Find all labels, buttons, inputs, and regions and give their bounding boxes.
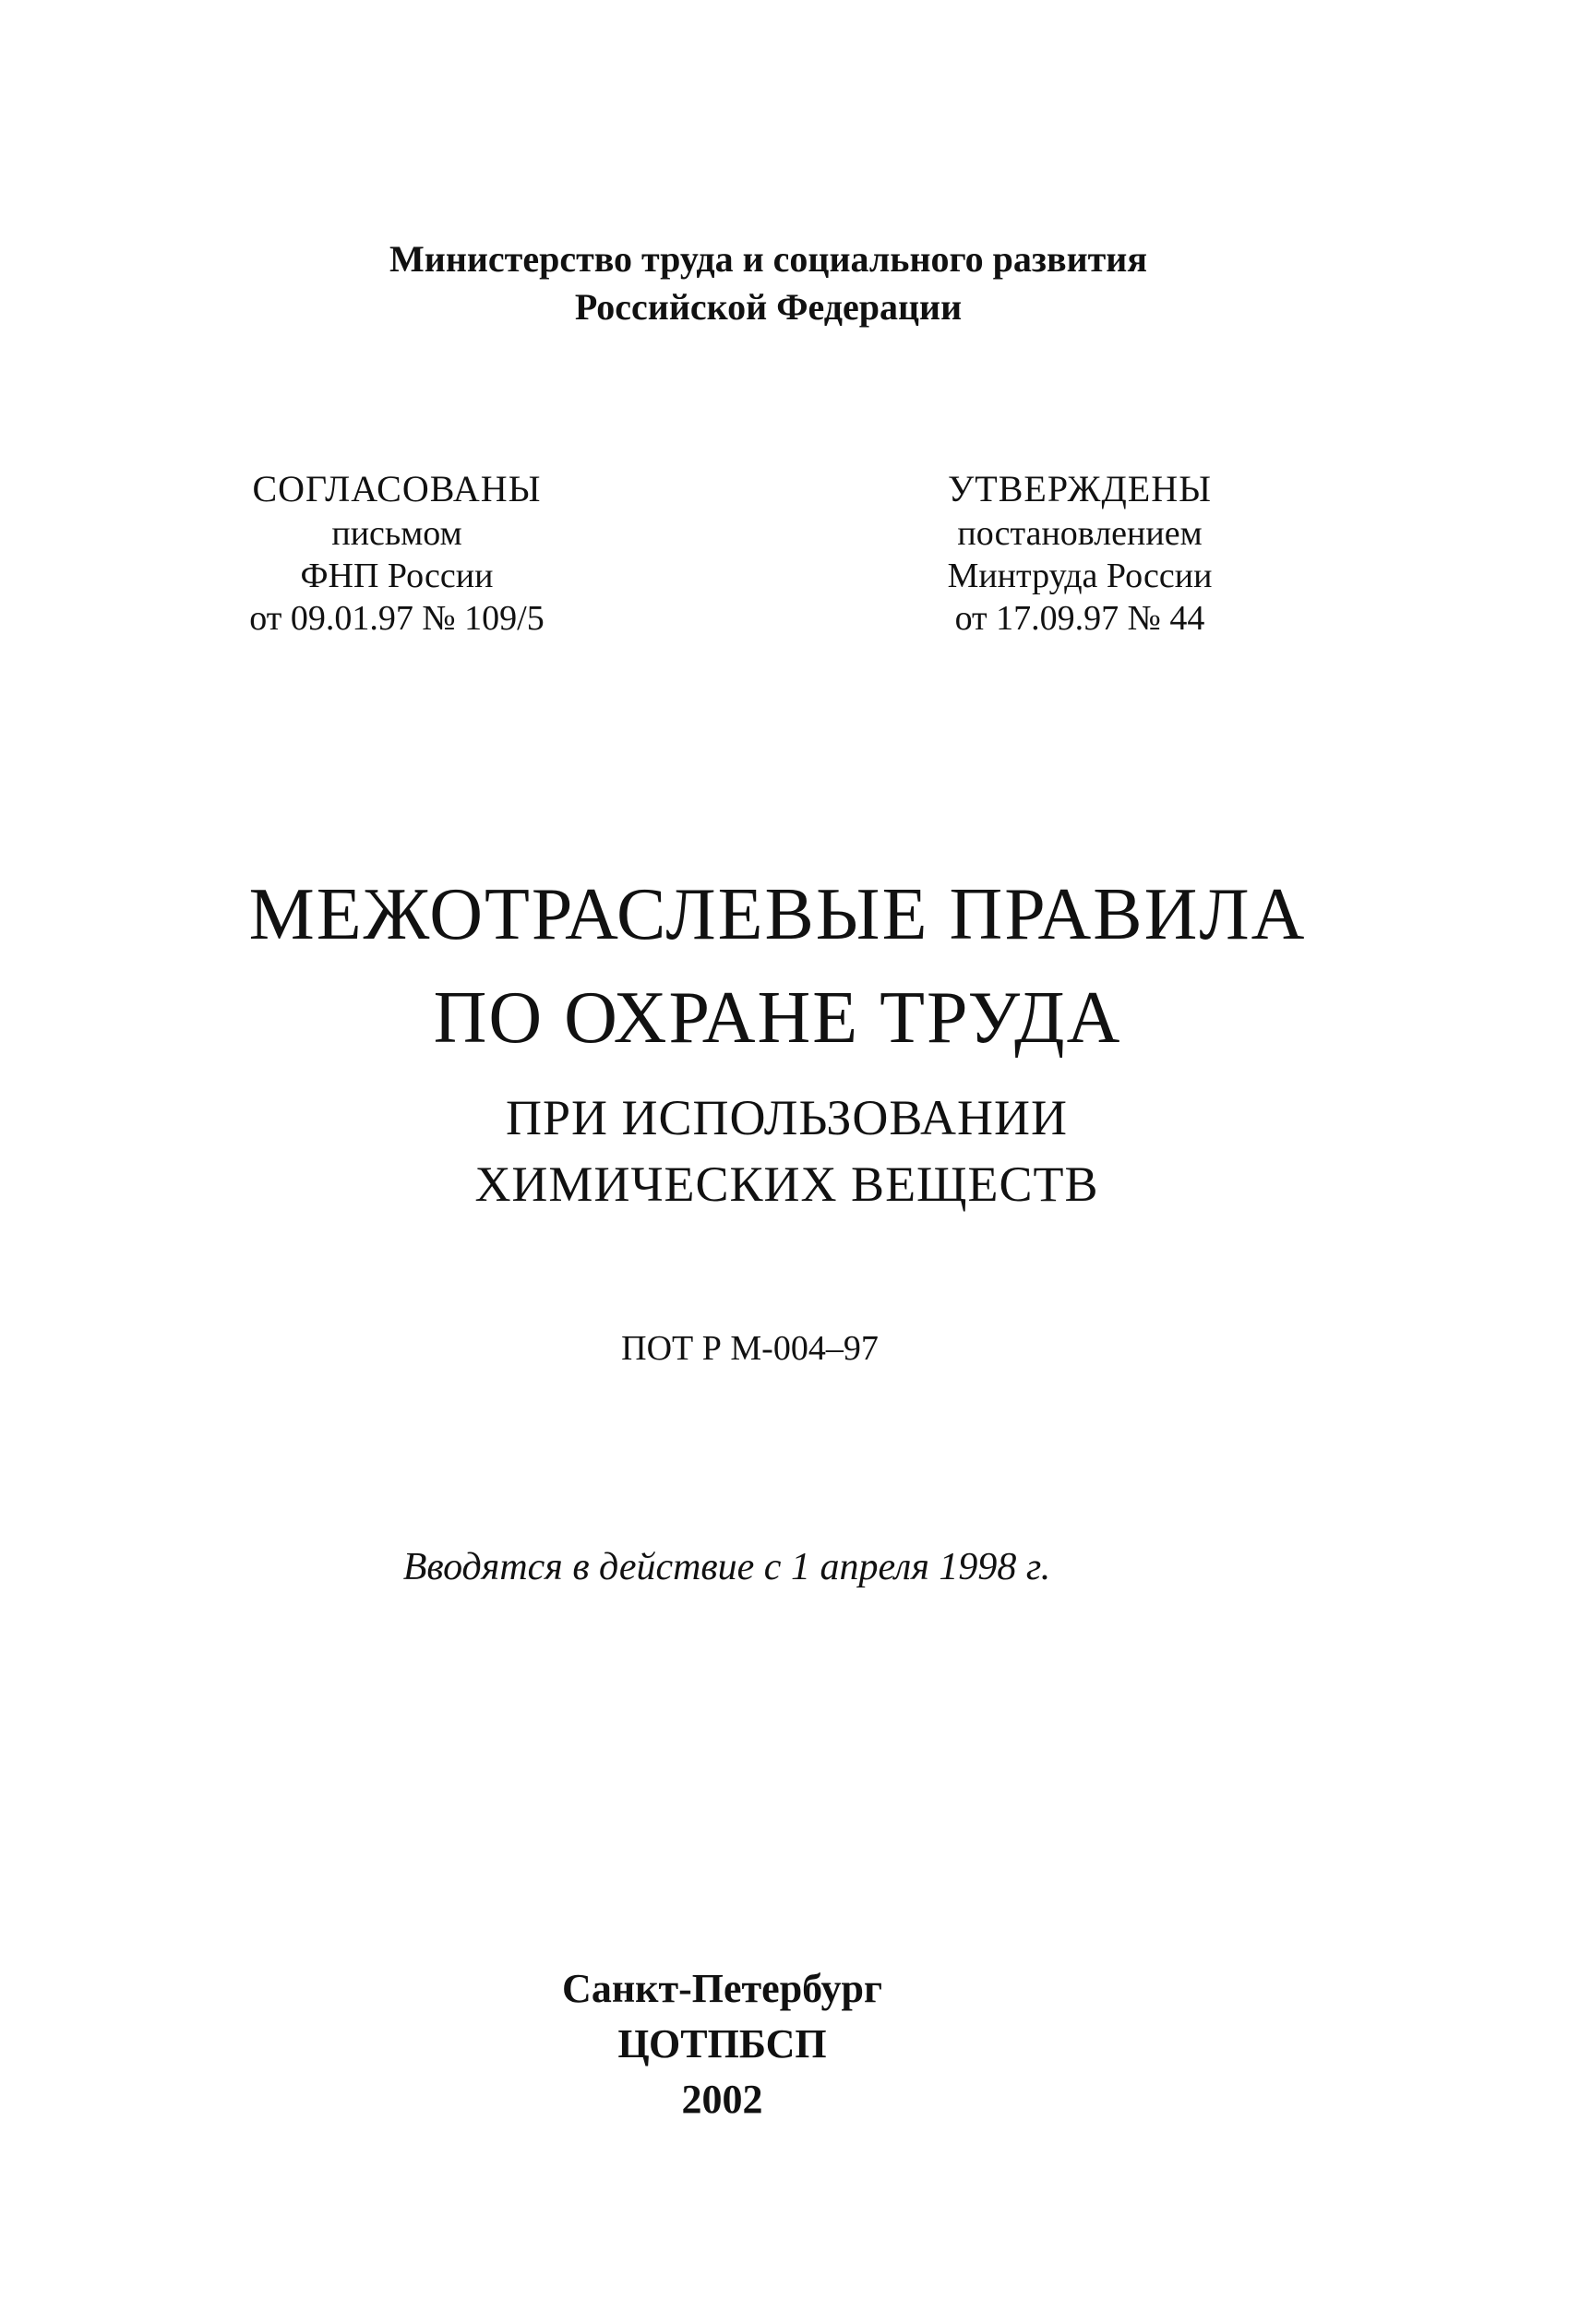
agreed-line-2: ФНП России <box>300 557 494 595</box>
title-line-2: ПО ОХРАНЕ ТРУДА <box>433 977 1122 1059</box>
document-subtitle <box>0 1084 1592 1217</box>
document-code: ПОТ Р М-004–97 <box>621 1329 879 1368</box>
effective-date: Вводятся в действие с 1 апреля 1998 г. <box>402 1546 1051 1588</box>
title-line-1: МЕЖОТРАСЛЕВЫЕ ПРАВИЛА <box>248 874 1307 955</box>
approved-line-1: постановлением <box>957 514 1203 553</box>
approved-heading: УТВЕРЖДЕНЫ <box>947 468 1213 509</box>
ministry-name: Министерство труда и социального развития <box>389 238 1147 280</box>
ministry-header <box>0 235 1592 331</box>
publisher-city: Санкт-Петербург <box>562 1966 882 2011</box>
agreed-line-1: письмом <box>331 514 462 553</box>
approved-line-3: от 17.09.97 № 44 <box>954 599 1205 638</box>
publisher-block <box>0 1961 1518 2127</box>
agreed-heading: СОГЛАСОВАНЫ <box>252 468 542 509</box>
approved-line-2: Минтруда России <box>947 557 1213 595</box>
subtitle-line-2: ХИМИЧЕСКИХ ВЕЩЕСТВ <box>474 1156 1099 1212</box>
document-title <box>0 863 1592 1070</box>
agreed-line-3: от 09.01.97 № 109/5 <box>249 599 545 638</box>
subtitle-line-1: ПРИ ИСПОЛЬЗОВАНИИ <box>505 1090 1069 1145</box>
ministry-country: Российской Федерации <box>574 286 963 328</box>
approved-block <box>803 466 1357 640</box>
publisher-year: 2002 <box>681 2077 763 2122</box>
publisher-org: ЦОТПБСП <box>617 2021 827 2066</box>
agreed-block <box>138 466 655 640</box>
